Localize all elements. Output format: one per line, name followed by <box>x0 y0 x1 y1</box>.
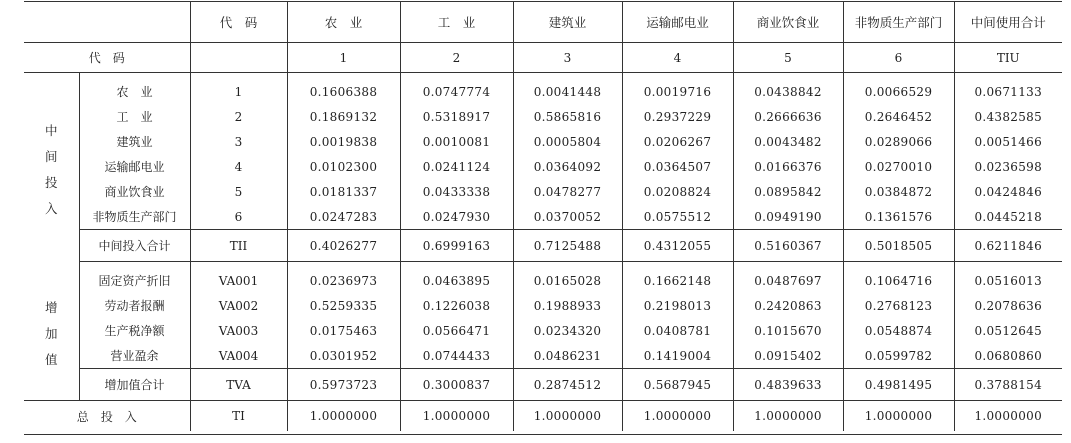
grand-total-value: 1.0000000 <box>400 401 513 432</box>
header-sector-5: 商业饮食业 <box>733 2 843 43</box>
row-name: 农 业 <box>79 73 190 105</box>
total-value-cell: 0.5018505 <box>843 230 954 262</box>
value-cell: 0.1361576 <box>843 204 954 230</box>
grand-total-code: TI <box>190 401 287 432</box>
header-sector-2: 工 业 <box>400 2 513 43</box>
total-value-cell: 0.6211846 <box>954 230 1062 262</box>
sector-code: TIU <box>954 43 1062 73</box>
value-cell: 0.1988933 <box>513 293 622 318</box>
total-value-cell: 0.5687945 <box>622 369 733 401</box>
value-added-row <box>24 318 1062 343</box>
value-cell: 0.2937229 <box>622 104 733 129</box>
grand-total-value: 1.0000000 <box>287 401 400 432</box>
row-code: 1 <box>190 73 287 105</box>
value-cell: 0.0247930 <box>400 204 513 230</box>
header-sector-1: 农 业 <box>287 2 400 43</box>
header-sector-3: 建筑业 <box>513 2 622 43</box>
row-name: 固定资产折旧 <box>79 262 190 294</box>
value-added-row <box>24 343 1062 369</box>
intermediate-input-row <box>24 154 1062 179</box>
group-label-char: 间 <box>44 149 58 165</box>
total-value-cell: 0.3788154 <box>954 369 1062 401</box>
value-cell: 0.0208824 <box>622 179 733 204</box>
group-label-char: 值 <box>44 351 58 367</box>
value-cell: 0.5259335 <box>287 293 400 318</box>
value-cell: 0.0175463 <box>287 318 400 343</box>
value-cell: 0.0548874 <box>843 318 954 343</box>
intermediate-input-group-label <box>24 73 79 262</box>
value-cell: 0.0671133 <box>954 73 1062 105</box>
value-cell: 0.1064716 <box>843 262 954 294</box>
total-value-cell: 0.7125488 <box>513 230 622 262</box>
total-value-cell: 0.4312055 <box>622 230 733 262</box>
sector-code: 1 <box>287 43 400 73</box>
value-cell: 0.0364507 <box>622 154 733 179</box>
grand-total-value: 1.0000000 <box>954 401 1062 432</box>
value-cell: 0.1869132 <box>287 104 400 129</box>
value-added-row <box>24 293 1062 318</box>
total-value-cell: 0.6999163 <box>400 230 513 262</box>
value-cell: 0.1419004 <box>622 343 733 369</box>
value-cell: 0.0206267 <box>622 129 733 154</box>
value-cell: 0.0270010 <box>843 154 954 179</box>
value-cell: 0.1015670 <box>733 318 843 343</box>
value-cell: 0.0236598 <box>954 154 1062 179</box>
value-cell: 0.0364092 <box>513 154 622 179</box>
value-cell: 0.2198013 <box>622 293 733 318</box>
row-name: 非物质生产部门 <box>79 204 190 230</box>
row-code: VA001 <box>190 262 287 294</box>
value-added-row <box>24 262 1062 294</box>
header-row <box>24 2 1062 43</box>
total-name: 中间投入合计 <box>79 230 190 262</box>
value-cell: 0.0915402 <box>733 343 843 369</box>
value-cell: 0.5318917 <box>400 104 513 129</box>
value-cell: 0.0408781 <box>622 318 733 343</box>
row-code: 5 <box>190 179 287 204</box>
row-code: 2 <box>190 104 287 129</box>
value-cell: 0.0019838 <box>287 129 400 154</box>
intermediate-input-row <box>24 104 1062 129</box>
value-cell: 0.0166376 <box>733 154 843 179</box>
value-cell: 0.0895842 <box>733 179 843 204</box>
value-cell: 0.0680860 <box>954 343 1062 369</box>
intermediate-input-row <box>24 179 1062 204</box>
value-cell: 0.1662148 <box>622 262 733 294</box>
value-cell: 0.2646452 <box>843 104 954 129</box>
value-cell: 0.0370052 <box>513 204 622 230</box>
header-sector-4: 运输邮电业 <box>622 2 733 43</box>
value-cell: 0.0747774 <box>400 73 513 105</box>
header-corner-cell <box>24 2 190 43</box>
row-name: 生产税净额 <box>79 318 190 343</box>
value-cell: 0.0005804 <box>513 129 622 154</box>
code-row-empty <box>190 43 287 73</box>
row-code: VA004 <box>190 343 287 369</box>
value-cell: 0.2666636 <box>733 104 843 129</box>
total-value-cell: 0.3000837 <box>400 369 513 401</box>
total-code: TVA <box>190 369 287 401</box>
total-value-cell: 0.4026277 <box>287 230 400 262</box>
value-cell: 0.0433338 <box>400 179 513 204</box>
value-cell: 0.0041448 <box>513 73 622 105</box>
group-label-char: 中 <box>44 123 58 139</box>
sector-code: 4 <box>622 43 733 73</box>
total-value-cell: 0.4981495 <box>843 369 954 401</box>
row-code: VA002 <box>190 293 287 318</box>
row-name: 建筑业 <box>79 129 190 154</box>
value-cell: 0.1226038 <box>400 293 513 318</box>
group-label-char: 加 <box>44 325 58 341</box>
grand-total-value: 1.0000000 <box>622 401 733 432</box>
sector-code: 6 <box>843 43 954 73</box>
value-cell: 0.0241124 <box>400 154 513 179</box>
value-cell: 0.0102300 <box>287 154 400 179</box>
header-code-label: 代 码 <box>190 2 287 43</box>
row-code: 3 <box>190 129 287 154</box>
value-cell: 0.1606388 <box>287 73 400 105</box>
value-cell: 0.0236973 <box>287 262 400 294</box>
value-cell: 0.0165028 <box>513 262 622 294</box>
row-name: 运输邮电业 <box>79 154 190 179</box>
value-cell: 0.2078636 <box>954 293 1062 318</box>
total-value-cell: 0.2874512 <box>513 369 622 401</box>
grand-total-name: 总 投 入 <box>24 401 190 432</box>
value-cell: 0.0010081 <box>400 129 513 154</box>
value-cell: 0.0599782 <box>843 343 954 369</box>
grand-total-value: 1.0000000 <box>513 401 622 432</box>
total-value-cell: 0.4839633 <box>733 369 843 401</box>
row-code: 4 <box>190 154 287 179</box>
value-cell: 0.4382585 <box>954 104 1062 129</box>
value-added-total-row <box>24 369 1062 401</box>
group-label-char: 投 <box>44 175 58 191</box>
row-name: 工 业 <box>79 104 190 129</box>
value-cell: 0.0566471 <box>400 318 513 343</box>
value-cell: 0.0051466 <box>954 129 1062 154</box>
code-row-label: 代 码 <box>24 43 190 73</box>
value-cell: 0.0384872 <box>843 179 954 204</box>
value-cell: 0.0066529 <box>843 73 954 105</box>
grand-total-row <box>24 401 1062 432</box>
code-row <box>24 43 1062 73</box>
grand-total-value: 1.0000000 <box>733 401 843 432</box>
value-cell: 0.0478277 <box>513 179 622 204</box>
value-cell: 0.2768123 <box>843 293 954 318</box>
value-cell: 0.0744433 <box>400 343 513 369</box>
value-cell: 0.0516013 <box>954 262 1062 294</box>
intermediate-input-row <box>24 129 1062 154</box>
value-cell: 0.0575512 <box>622 204 733 230</box>
row-name: 劳动者报酬 <box>79 293 190 318</box>
sector-code: 5 <box>733 43 843 73</box>
coefficient-table <box>24 2 1062 431</box>
value-cell: 0.0181337 <box>287 179 400 204</box>
value-cell: 0.0486231 <box>513 343 622 369</box>
value-cell: 0.0234320 <box>513 318 622 343</box>
row-code: VA003 <box>190 318 287 343</box>
header-sector-6: 非物质生产部门 <box>843 2 954 43</box>
input-output-coefficient-table <box>24 2 1062 431</box>
value-cell: 0.0463895 <box>400 262 513 294</box>
total-name: 增加值合计 <box>79 369 190 401</box>
value-cell: 0.0043482 <box>733 129 843 154</box>
table-bottom-rule <box>24 434 1062 435</box>
group-label-char: 入 <box>44 201 58 217</box>
grand-total-value: 1.0000000 <box>843 401 954 432</box>
header-sector-7: 中间使用合计 <box>954 2 1062 43</box>
value-cell: 0.0019716 <box>622 73 733 105</box>
value-cell: 0.0487697 <box>733 262 843 294</box>
sector-code: 2 <box>400 43 513 73</box>
group-label-char: 增 <box>44 299 58 315</box>
value-cell: 0.0949190 <box>733 204 843 230</box>
value-cell: 0.0247283 <box>287 204 400 230</box>
value-cell: 0.5865816 <box>513 104 622 129</box>
row-code: 6 <box>190 204 287 230</box>
value-cell: 0.0424846 <box>954 179 1062 204</box>
table-body <box>24 2 1062 431</box>
value-added-group-label <box>24 262 79 401</box>
sector-code: 3 <box>513 43 622 73</box>
row-name: 营业盈余 <box>79 343 190 369</box>
intermediate-input-total-row <box>24 230 1062 262</box>
value-cell: 0.0512645 <box>954 318 1062 343</box>
value-cell: 0.0301952 <box>287 343 400 369</box>
value-cell: 0.0438842 <box>733 73 843 105</box>
total-value-cell: 0.5973723 <box>287 369 400 401</box>
row-name: 商业饮食业 <box>79 179 190 204</box>
value-cell: 0.2420863 <box>733 293 843 318</box>
total-code: TII <box>190 230 287 262</box>
total-value-cell: 0.5160367 <box>733 230 843 262</box>
intermediate-input-row <box>24 204 1062 230</box>
value-cell: 0.0289066 <box>843 129 954 154</box>
value-cell: 0.0445218 <box>954 204 1062 230</box>
intermediate-input-row <box>24 73 1062 105</box>
